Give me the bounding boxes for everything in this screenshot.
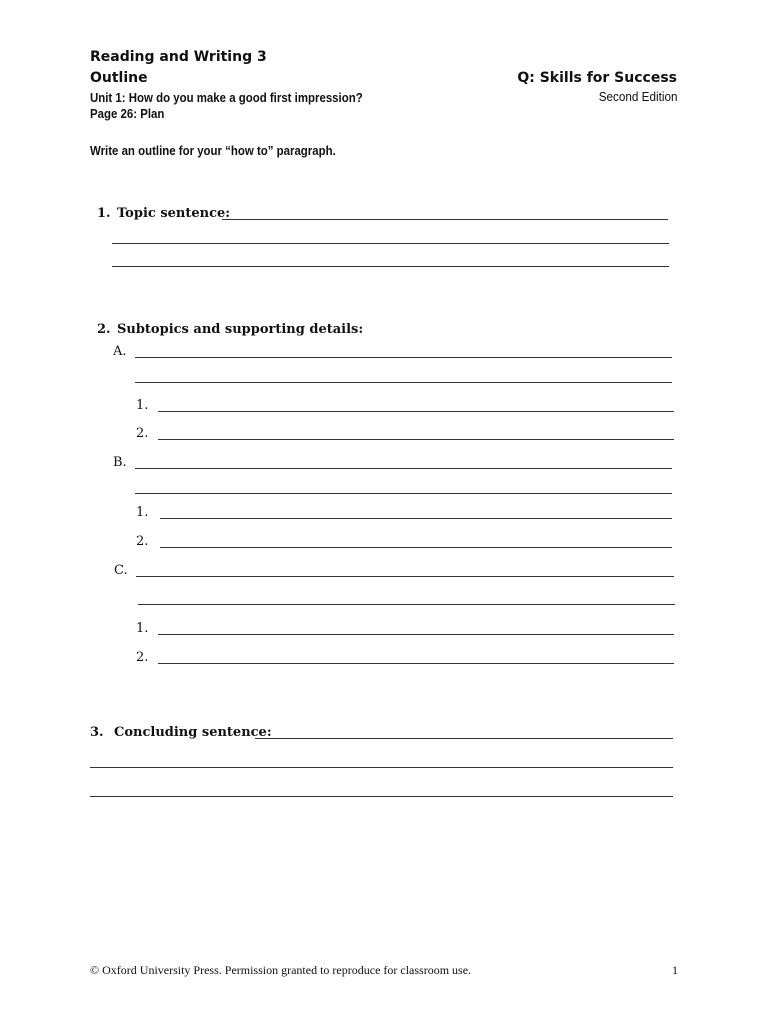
- topic-line-2[interactable]: [112, 243, 669, 244]
- topic-label: Topic sentence:: [117, 206, 231, 221]
- subtopic-b-line-2[interactable]: [135, 493, 672, 494]
- concluding-label: Concluding sentence:: [114, 725, 272, 740]
- page-heading: Page 26: Plan: [90, 106, 165, 121]
- subtopic-c-letter: C.: [114, 563, 128, 578]
- detail-c1-number: 1.: [136, 621, 149, 636]
- detail-b1-number: 1.: [136, 505, 149, 520]
- worksheet-subtitle: Outline: [90, 70, 148, 86]
- subtopic-a-line-1[interactable]: [135, 357, 672, 358]
- detail-c2-number: 2.: [136, 650, 149, 665]
- topic-number: 1.: [97, 206, 111, 221]
- unit-heading: Unit 1: How do you make a good first impression?: [90, 90, 363, 105]
- subtopics-label: Subtopics and supporting details:: [117, 322, 364, 337]
- concluding-line-3[interactable]: [90, 796, 673, 797]
- detail-b2-number: 2.: [136, 534, 149, 549]
- subtopic-b-letter: B.: [113, 455, 127, 470]
- topic-line-1[interactable]: [222, 219, 668, 220]
- edition-label: Second Edition: [598, 89, 677, 104]
- brand-name: Q: Skills for Success: [517, 70, 677, 86]
- subtopic-c-line-1[interactable]: [136, 576, 674, 577]
- detail-a2-number: 2.: [136, 426, 149, 441]
- detail-c1-line[interactable]: [158, 634, 674, 635]
- detail-a1-number: 1.: [136, 398, 149, 413]
- concluding-line-1[interactable]: [255, 738, 673, 739]
- detail-c2-line[interactable]: [158, 663, 674, 664]
- subtopic-a-line-2[interactable]: [135, 382, 672, 383]
- instructions: Write an outline for your “how to” paragraph.: [90, 143, 336, 158]
- detail-b1-line[interactable]: [160, 518, 672, 519]
- concluding-line-2[interactable]: [90, 767, 673, 768]
- subtopics-number: 2.: [97, 322, 111, 337]
- subtopic-b-line-1[interactable]: [135, 468, 672, 469]
- subtopic-a-letter: A.: [113, 344, 127, 359]
- concluding-number: 3.: [90, 725, 104, 740]
- detail-a1-line[interactable]: [158, 411, 674, 412]
- subtopic-c-line-2[interactable]: [138, 604, 675, 605]
- copyright-notice: © Oxford University Press. Permission granted to reproduce for classroom use.: [90, 963, 472, 977]
- detail-b2-line[interactable]: [160, 547, 672, 548]
- page-number: 1: [672, 963, 678, 977]
- worksheet-title: Reading and Writing 3: [90, 49, 267, 65]
- detail-a2-line[interactable]: [158, 439, 674, 440]
- topic-line-3[interactable]: [112, 266, 669, 267]
